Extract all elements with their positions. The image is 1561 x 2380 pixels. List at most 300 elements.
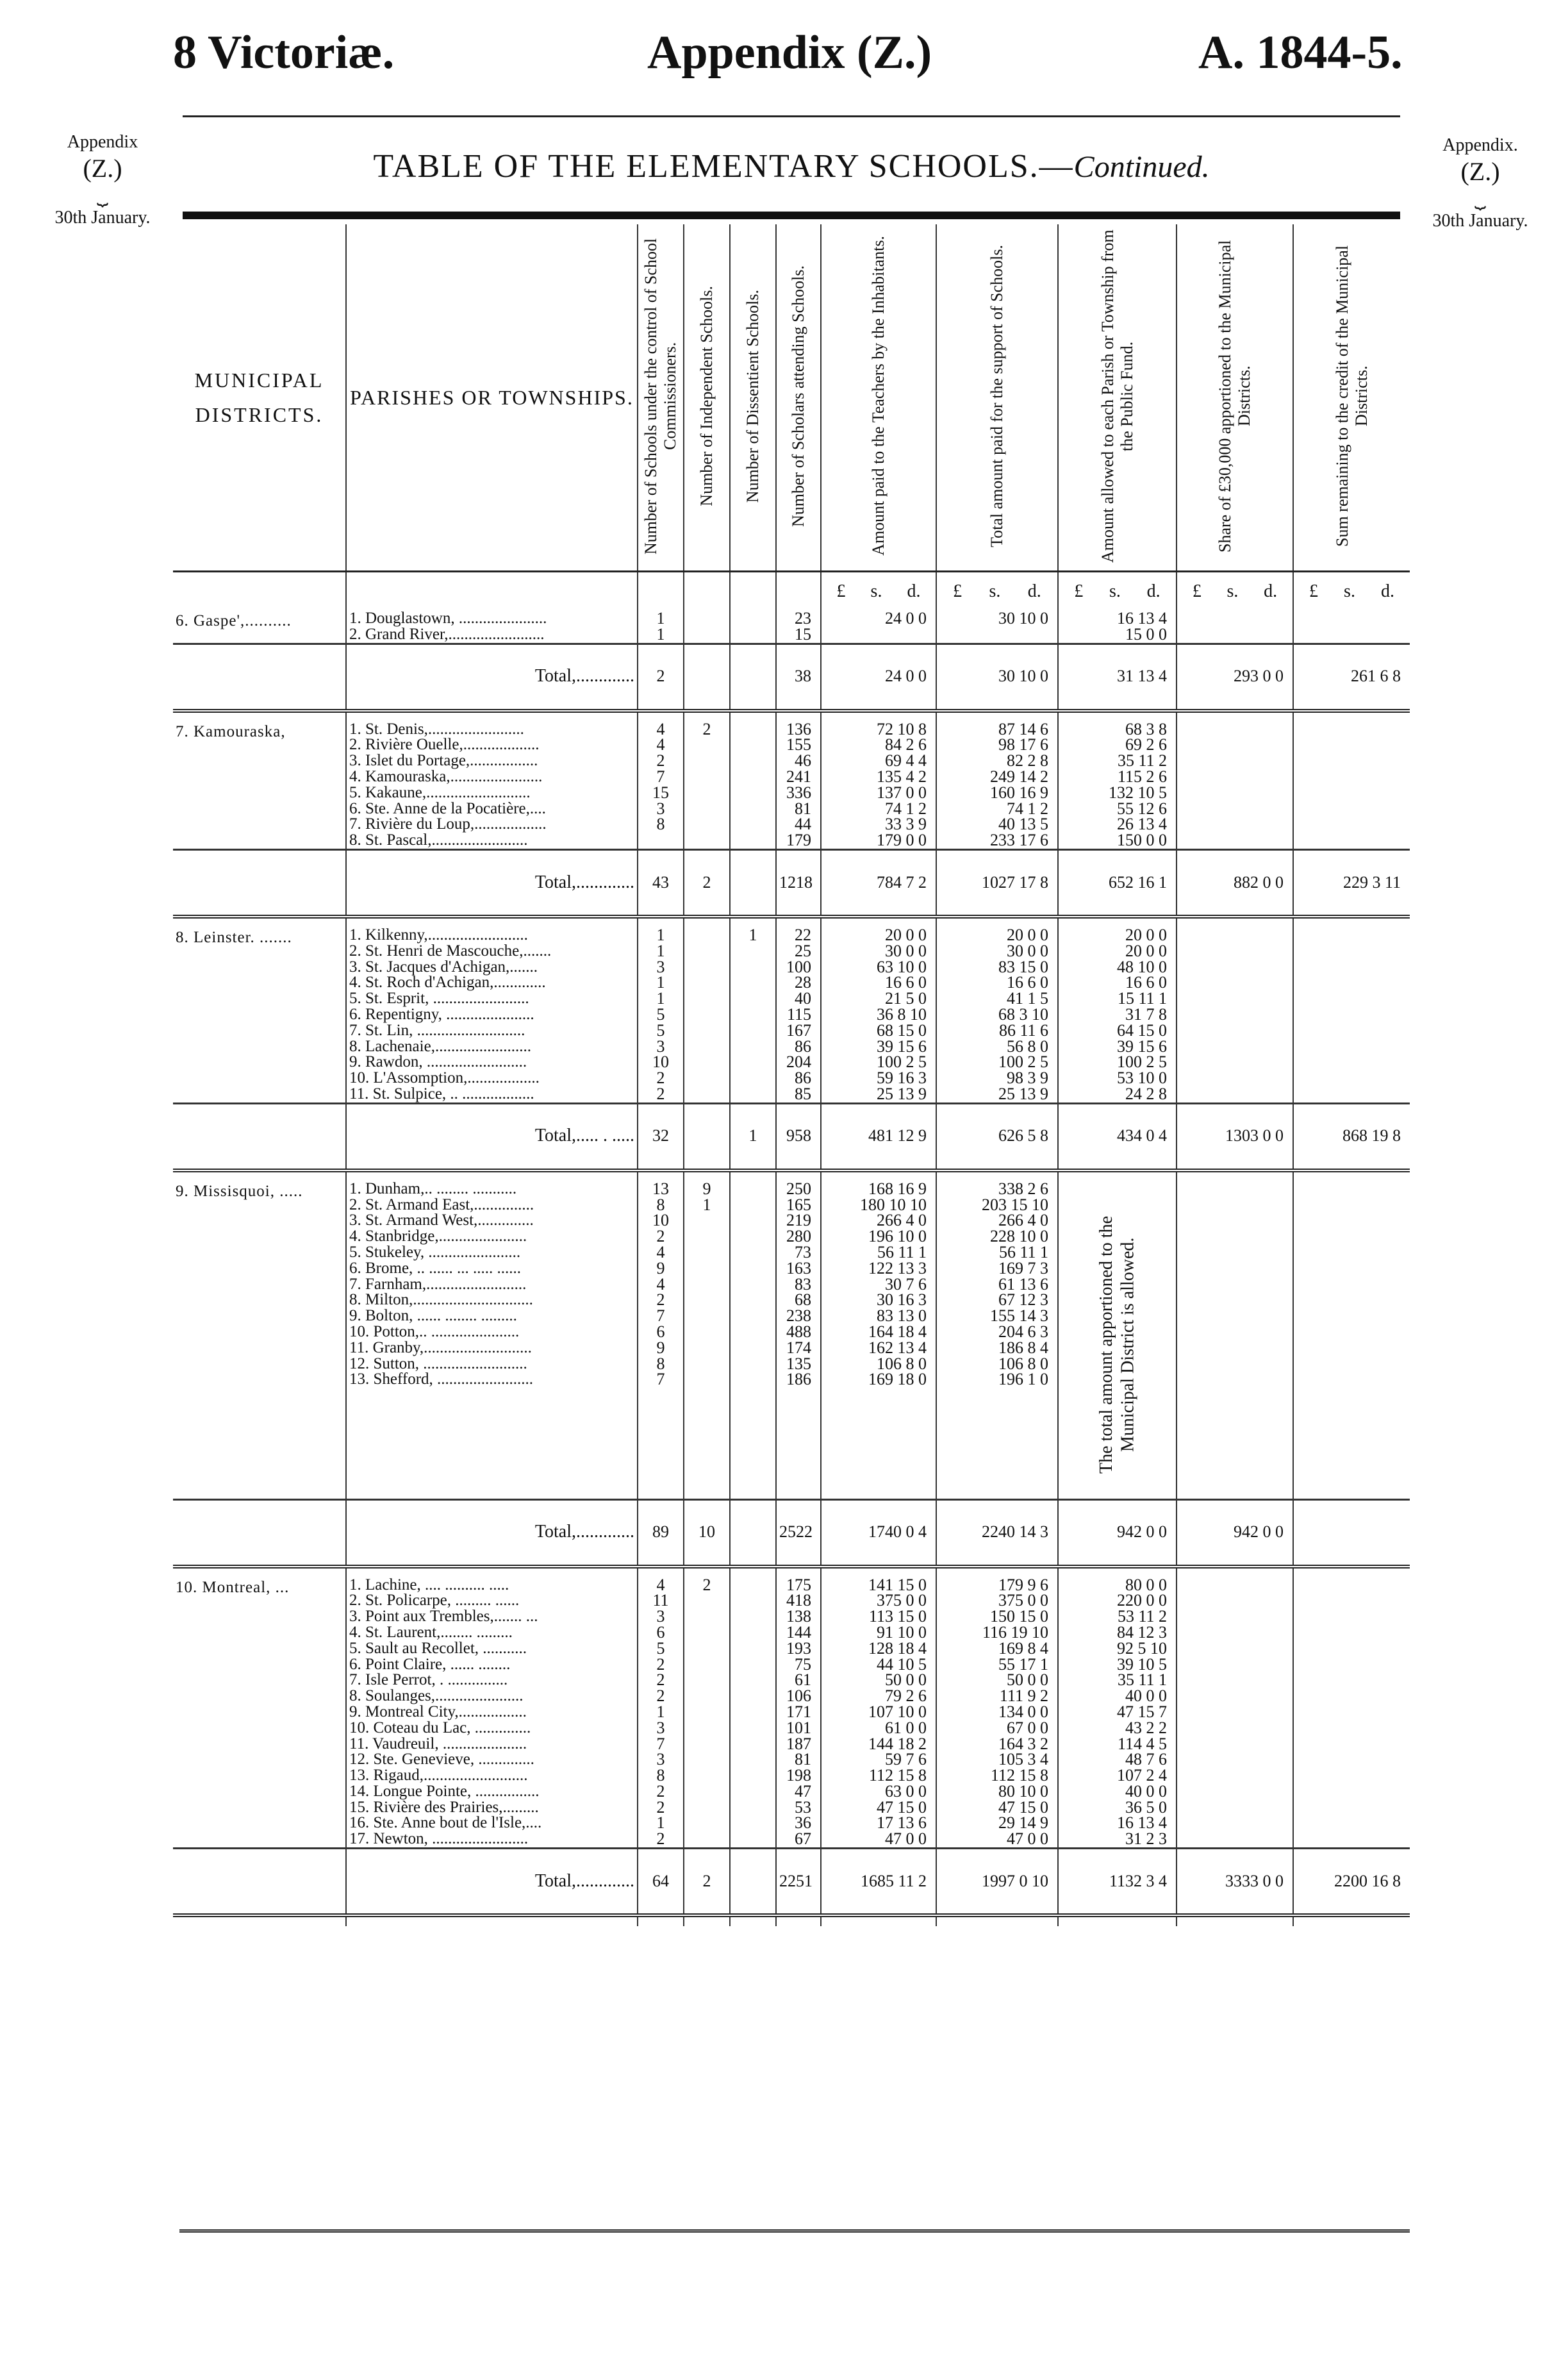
- allowed-value: 47 15 7: [1117, 1702, 1167, 1721]
- paid-teachers-value: 44 10 5: [877, 1654, 927, 1674]
- scholars-value: 136: [786, 721, 811, 738]
- units-allowed: £ s. d.: [1058, 572, 1177, 612]
- total-paid-value: 16 6 0: [1007, 973, 1048, 992]
- district-separator: [173, 1915, 1410, 1926]
- allowed-value: 20 0 0: [1125, 941, 1167, 960]
- paid-teachers-value: 162 13 4: [868, 1338, 927, 1357]
- total-independent: [684, 644, 730, 711]
- scholars-value: 186: [786, 1370, 811, 1389]
- total-paid-teachers: 24 0 0: [821, 644, 936, 711]
- allowed-value: 40 0 0: [1125, 1781, 1167, 1801]
- parish-name: 9. Montreal City,.................: [349, 1702, 527, 1720]
- commissioners-value: 8: [656, 815, 665, 834]
- separator-cell: [638, 711, 684, 722]
- commissioners-value: 4: [656, 1242, 665, 1261]
- separator-cell: [776, 711, 821, 722]
- parish-name: 7. Rivière du Loup,..................: [349, 815, 547, 833]
- separator-cell: [936, 711, 1058, 722]
- separator-cell: [346, 1567, 638, 1577]
- commissioners-value: 2: [656, 1829, 665, 1849]
- scholars-value: 86: [795, 1069, 811, 1088]
- separator-cell: [684, 1915, 730, 1926]
- total-remaining: [1293, 1499, 1410, 1567]
- paid-teachers-value: 141 15 0: [868, 1577, 927, 1594]
- col-allowed-cell: [1058, 1577, 1177, 1849]
- commissioners-value: 5: [656, 1004, 665, 1024]
- total-independent: 2: [684, 849, 730, 917]
- col-remaining: [1293, 224, 1410, 572]
- independent-value: 1: [702, 1195, 711, 1214]
- header-year: A. 1844-5.: [1198, 26, 1403, 79]
- scholars-value: 36: [795, 1813, 811, 1833]
- commissioners-value: 3: [656, 1718, 665, 1737]
- district-separator: [173, 917, 1410, 928]
- parish-name: 16. Ste. Anne bout de l'Isle,....: [349, 1814, 542, 1832]
- col-allowed-cell: [1058, 928, 1177, 1103]
- total-paid-value: 29 14 9: [998, 1813, 1048, 1833]
- commissioners-value: 2: [656, 751, 665, 770]
- scholars-value: 73: [795, 1242, 811, 1261]
- total-paid-value: 116 19 10: [982, 1622, 1048, 1642]
- side-note-right: [1410, 135, 1551, 231]
- total-paid-value: 233 17 6: [990, 831, 1048, 850]
- table-title: [183, 147, 1400, 185]
- separator-cell: [173, 1915, 346, 1926]
- scholars-value: 187: [786, 1734, 811, 1753]
- col-total-paid-cell: [936, 1577, 1058, 1849]
- scholars-value: 165: [786, 1195, 811, 1214]
- separator-cell: [684, 1170, 730, 1181]
- scholars-value: 167: [786, 1020, 811, 1040]
- total-paid-value: 228 10 0: [990, 1227, 1048, 1246]
- commissioners-value: 2: [656, 1084, 665, 1103]
- parish-name: 13. Rigaud,..........................: [349, 1767, 528, 1785]
- separator-cell: [346, 917, 638, 928]
- scholars-value: 280: [786, 1227, 811, 1246]
- paid-teachers-value: 168 16 9: [868, 1181, 927, 1198]
- total-paid-value: 87 14 6: [998, 721, 1048, 738]
- paid-teachers-value: 33 3 9: [885, 815, 927, 834]
- title-main: TABLE OF THE ELEMENTARY SCHOOLS.—: [373, 148, 1074, 185]
- scholars-value: 86: [795, 1036, 811, 1056]
- parish-name: 1. Douglastown, ......................: [349, 611, 547, 627]
- total-dissentient: [730, 644, 776, 711]
- separator-cell: [173, 917, 346, 928]
- allowed-value: 39 15 6: [1117, 1036, 1167, 1056]
- allowed-value: 107 2 4: [1117, 1766, 1167, 1785]
- parish-name: 5. Sault au Recollet, ...........: [349, 1639, 527, 1657]
- allowed-value: 220 0 0: [1117, 1591, 1167, 1610]
- col-dissentient-cell: [730, 611, 776, 644]
- paid-teachers-value: 21 5 0: [885, 989, 927, 1008]
- header-session: 8 Victoriæ.: [173, 26, 395, 79]
- col-total-paid-cell: [936, 722, 1058, 850]
- parish-name: 10. Potton,.. ......................: [349, 1322, 520, 1340]
- separator-cell: [638, 1567, 684, 1577]
- share-cell: [1177, 1577, 1293, 1849]
- commissioners-value: 2: [656, 1797, 665, 1817]
- scholars-value: 28: [795, 973, 811, 992]
- total-paid-value: 82 2 8: [1007, 751, 1048, 770]
- separator-cell: [821, 1170, 936, 1181]
- separator-cell: [1058, 711, 1177, 722]
- commissioners-value: 7: [656, 1370, 665, 1389]
- commissioners-value: 7: [656, 1306, 665, 1326]
- total-scholars: 2251: [776, 1849, 821, 1916]
- total-paid-value: 47 15 0: [998, 1797, 1048, 1817]
- total-paid-value: 55 17 1: [998, 1654, 1048, 1674]
- side-left-brace: ⏟: [97, 184, 108, 206]
- parish-name: 2. Grand River,........................: [349, 625, 545, 643]
- total-paid-value: 30 10 0: [998, 611, 1048, 628]
- separator-cell: [1177, 1915, 1293, 1926]
- paid-teachers-value: 128 18 4: [868, 1638, 927, 1658]
- commissioners-value: 10: [652, 1211, 669, 1230]
- scholars-value: 22: [795, 927, 811, 944]
- commissioners-value: 15: [652, 783, 669, 802]
- table-body: [173, 611, 1410, 1926]
- commissioners-value: 2: [656, 1670, 665, 1690]
- district-row: [173, 928, 1410, 1103]
- district-name: 8. Leinster. .......: [176, 928, 292, 946]
- total-total-paid: 626 5 8: [936, 1103, 1058, 1170]
- allowed-value: 35 11 2: [1117, 751, 1167, 770]
- side-note-left: [38, 131, 167, 228]
- total-allowed: 434 0 4: [1058, 1103, 1177, 1170]
- paid-teachers-value: 30 16 3: [877, 1290, 927, 1310]
- parish-name: 4. St. Roch d'Achigan,.............: [349, 974, 546, 992]
- total-paid-value: 186 8 4: [998, 1338, 1048, 1357]
- total-paid-teachers: 481 12 9: [821, 1103, 936, 1170]
- commissioners-value: 8: [656, 1766, 665, 1785]
- commissioners-value: 4: [656, 721, 665, 738]
- total-dissentient: [730, 1849, 776, 1916]
- col-dissentient-cell: [730, 722, 776, 850]
- total-paid-value: 249 14 2: [990, 767, 1048, 786]
- total-paid-value: 47 0 0: [1007, 1829, 1048, 1849]
- col-commissioners-label: Number of Schools under the control of School Commissioners.: [641, 238, 679, 554]
- total-spacer: [173, 1849, 346, 1916]
- paid-teachers-value: 84 2 6: [885, 735, 927, 754]
- separator-cell: [684, 1567, 730, 1577]
- total-paid-value: 105 3 4: [998, 1750, 1048, 1769]
- col-independent-cell: [684, 611, 730, 644]
- separator-cell: [638, 917, 684, 928]
- parish-name: 10. Coteau du Lac, ..............: [349, 1718, 531, 1736]
- parish-name: 11. Granby,...........................: [349, 1338, 532, 1356]
- scholars-value: 115: [786, 1004, 811, 1024]
- col-scholars: [776, 224, 821, 572]
- total-paid-value: 134 0 0: [998, 1702, 1048, 1721]
- parish-list: [346, 1577, 638, 1849]
- paid-teachers-value: 164 18 4: [868, 1322, 927, 1341]
- separator-cell: [1058, 917, 1177, 928]
- total-paid-teachers: 1685 11 2: [821, 1849, 936, 1916]
- district-row: [173, 611, 1410, 644]
- total-row: [173, 1103, 1410, 1170]
- parish-name: 1. St. Denis,........................: [349, 721, 524, 738]
- side-right-line1: Appendix.: [1442, 135, 1518, 155]
- column-header-row: [173, 224, 1410, 572]
- allowed-value: 20 0 0: [1125, 927, 1167, 944]
- total-spacer: [173, 644, 346, 711]
- allowed-value: 132 10 5: [1109, 783, 1167, 802]
- total-paid-value: 106 8 0: [998, 1354, 1048, 1373]
- allowed-value: 16 6 0: [1125, 973, 1167, 992]
- col-paid-teachers-cell: [821, 1181, 936, 1499]
- paid-teachers-value: 30 7 6: [885, 1274, 927, 1294]
- scholars-value: 174: [786, 1338, 811, 1357]
- paid-teachers-value: 169 18 0: [868, 1370, 927, 1389]
- col-paid-teachers-cell: [821, 611, 936, 644]
- total-share: 3333 0 0: [1177, 1849, 1293, 1916]
- commissioners-value: 1: [656, 624, 665, 644]
- total-spacer: [173, 849, 346, 917]
- commissioners-value: 8: [656, 1195, 665, 1214]
- district-name: 9. Missisquoi, .....: [176, 1182, 303, 1200]
- total-row: [173, 644, 1410, 711]
- col-scholars-cell: [776, 722, 821, 850]
- total-paid-value: 179 9 6: [998, 1577, 1048, 1594]
- district-separator: [173, 1567, 1410, 1577]
- total-commissioners: 43: [638, 849, 684, 917]
- total-label: Total,..... . .....: [346, 1103, 638, 1170]
- parish-name: 8. St. Pascal,........................: [349, 831, 528, 849]
- commissioners-value: 2: [656, 1069, 665, 1088]
- units-paid: £ s. d.: [821, 572, 936, 612]
- separator-cell: [173, 1170, 346, 1181]
- separator-cell: [730, 1915, 776, 1926]
- parish-name: 7. Farnham,.........................: [349, 1275, 527, 1293]
- separator-cell: [776, 1170, 821, 1181]
- paid-teachers-value: 47 15 0: [877, 1797, 927, 1817]
- parish-name: 2. St. Policarpe, ......... ......: [349, 1592, 520, 1610]
- parish-name: 12. Sutton, ..........................: [349, 1354, 527, 1372]
- paid-teachers-value: 180 10 10: [860, 1195, 927, 1214]
- parish-name: 9. Rawdon, .........................: [349, 1053, 527, 1071]
- paid-teachers-value: 100 2 5: [877, 1053, 927, 1072]
- parish-name: 17. Newton, ........................: [349, 1830, 529, 1848]
- top-rule: [183, 115, 1400, 117]
- schools-table: [173, 224, 1410, 1926]
- side-left-date: 30th January.: [54, 207, 151, 228]
- total-paid-value: 169 8 4: [998, 1638, 1048, 1658]
- col-independent-label: Number of Independent Schools.: [697, 285, 716, 506]
- share-cell: [1177, 1181, 1293, 1499]
- parish-name: 10. L'Assomption,..................: [349, 1069, 540, 1087]
- paid-teachers-value: 122 13 3: [868, 1258, 927, 1277]
- total-share: 1303 0 0: [1177, 1103, 1293, 1170]
- col-independent-cell: [684, 1577, 730, 1849]
- district-name: 7. Kamouraska,: [176, 722, 286, 740]
- paid-teachers-value: 47 0 0: [885, 1829, 927, 1849]
- allowed-note: The total amount apportioned to the Municipal District is allowed.: [1096, 1215, 1138, 1474]
- separator-cell: [1293, 917, 1410, 928]
- total-scholars: 38: [776, 644, 821, 711]
- separator-cell: [730, 1567, 776, 1577]
- commissioners-value: 5: [656, 1020, 665, 1040]
- separator-cell: [346, 1170, 638, 1181]
- commissioners-value: 4: [656, 1274, 665, 1294]
- separator-cell: [346, 1915, 638, 1926]
- parish-name: 2. St. Henri de Mascouche,.......: [349, 942, 552, 960]
- total-paid-value: 61 13 6: [998, 1274, 1048, 1294]
- total-independent: 10: [684, 1499, 730, 1567]
- scholars-value: 61: [795, 1670, 811, 1690]
- scholars-value: 238: [786, 1306, 811, 1326]
- parish-name: 3. St. Armand West,..............: [349, 1211, 534, 1229]
- parish-name: 6. Repentigny, ......................: [349, 1005, 534, 1023]
- commissioners-value: 1: [656, 973, 665, 992]
- scholars-value: 163: [786, 1258, 811, 1277]
- commissioners-value: 3: [656, 799, 665, 818]
- parish-name: 2. Rivière Ouelle,...................: [349, 736, 540, 754]
- scholars-value: 144: [786, 1622, 811, 1642]
- separator-cell: [173, 1567, 346, 1577]
- paid-teachers-value: 56 11 1: [877, 1242, 927, 1261]
- independent-value: 2: [702, 721, 711, 738]
- total-paid-value: 40 13 5: [998, 815, 1048, 834]
- parish-name: 5. Stukeley, .......................: [349, 1243, 521, 1261]
- commissioners-value: 9: [656, 1258, 665, 1277]
- units-share: £ s. d.: [1177, 572, 1293, 612]
- parish-list: [346, 722, 638, 850]
- total-paid-value: 67 0 0: [1007, 1718, 1048, 1737]
- parish-name: 8. Soulanges,......................: [349, 1687, 524, 1705]
- col-scholars-cell: [776, 611, 821, 644]
- commissioners-value: 8: [656, 1354, 665, 1373]
- total-allowed: 31 13 4: [1058, 644, 1177, 711]
- paid-teachers-value: 30 0 0: [885, 941, 927, 960]
- independent-value: 9: [702, 1181, 711, 1198]
- parish-name: 8. Lachenaie,........................: [349, 1037, 531, 1055]
- separator-cell: [776, 1567, 821, 1577]
- separator-cell: [730, 1170, 776, 1181]
- allowed-value: 115 2 6: [1117, 767, 1167, 786]
- commissioners-value: 1: [656, 927, 665, 944]
- parish-list: [346, 928, 638, 1103]
- paid-teachers-value: 179 0 0: [877, 831, 927, 850]
- total-dissentient: [730, 849, 776, 917]
- col-independent-cell: [684, 722, 730, 850]
- commissioners-value: 1: [656, 611, 665, 628]
- separator-cell: [936, 1567, 1058, 1577]
- scholars-value: 101: [786, 1718, 811, 1737]
- paid-teachers-value: 137 0 0: [877, 783, 927, 802]
- separator-cell: [346, 711, 638, 722]
- total-commissioners: 32: [638, 1103, 684, 1170]
- paid-teachers-value: 50 0 0: [885, 1670, 927, 1690]
- total-scholars: 2522: [776, 1499, 821, 1567]
- col-independent: [684, 224, 730, 572]
- total-scholars: 958: [776, 1103, 821, 1170]
- total-dissentient: 1: [730, 1103, 776, 1170]
- col-total-paid: [936, 224, 1058, 572]
- paid-teachers-value: 25 13 9: [877, 1084, 927, 1103]
- total-scholars: 1218: [776, 849, 821, 917]
- separator-cell: [821, 1567, 936, 1577]
- side-left-line1: Appendix: [67, 132, 138, 152]
- total-paid-value: 74 1 2: [1007, 799, 1048, 818]
- commissioners-value: 4: [656, 1577, 665, 1594]
- allowed-value: 53 11 2: [1117, 1607, 1167, 1626]
- scholars-value: 175: [786, 1577, 811, 1594]
- paid-teachers-value: 107 10 0: [868, 1702, 927, 1721]
- district-separator: [173, 1170, 1410, 1181]
- allowed-value: 68 3 8: [1125, 721, 1167, 738]
- scholars-value: 241: [786, 767, 811, 786]
- total-paid-value: 169 7 3: [998, 1258, 1048, 1277]
- scholars-value: 198: [786, 1766, 811, 1785]
- title-rule: [183, 212, 1400, 219]
- total-paid-value: 68 3 10: [998, 1004, 1048, 1024]
- parish-name: 4. Stanbridge,......................: [349, 1227, 527, 1245]
- parish-name: 4. St. Laurent,........ .........: [349, 1623, 513, 1641]
- paid-teachers-value: 63 10 0: [877, 957, 927, 976]
- units-remaining: £ s. d.: [1293, 572, 1410, 612]
- total-paid-value: 86 11 6: [998, 1020, 1048, 1040]
- share-cell: [1177, 928, 1293, 1103]
- allowed-value: 84 12 3: [1117, 1622, 1167, 1642]
- allowed-value: 26 13 4: [1117, 815, 1167, 834]
- scholars-value: 85: [795, 1084, 811, 1103]
- col-paid-teachers-cell: [821, 928, 936, 1103]
- units-total: £ s. d.: [936, 572, 1058, 612]
- commissioners-value: 2: [656, 1686, 665, 1706]
- scholars-value: 81: [795, 1750, 811, 1769]
- total-paid-value: 25 13 9: [998, 1084, 1048, 1103]
- separator-cell: [730, 917, 776, 928]
- scholars-value: 44: [795, 815, 811, 834]
- parish-name: 5. Kakaune,..........................: [349, 783, 531, 801]
- commissioners-value: 4: [656, 735, 665, 754]
- total-row: [173, 849, 1410, 917]
- col-allowed-cell: [1058, 722, 1177, 850]
- paid-teachers-value: 59 7 6: [885, 1750, 927, 1769]
- commissioners-value: 2: [656, 1781, 665, 1801]
- parish-name: 3. Islet du Portage,.................: [349, 752, 538, 770]
- allowed-value: 15 11 1: [1117, 989, 1167, 1008]
- separator-cell: [1293, 711, 1410, 722]
- separator-cell: [684, 917, 730, 928]
- scholars-value: 15: [795, 624, 811, 644]
- total-paid-value: 150 15 0: [990, 1607, 1048, 1626]
- paid-teachers-value: 196 10 0: [868, 1227, 927, 1246]
- col-commissioners-cell: [638, 722, 684, 850]
- col-allowed-label: Amount allowed to each Parish or Township from the Public Fund.: [1098, 229, 1136, 563]
- district-name: 10. Montreal, ...: [176, 1578, 290, 1596]
- total-total-paid: 2240 14 3: [936, 1499, 1058, 1567]
- total-paid-value: 30 0 0: [1007, 941, 1048, 960]
- commissioners-value: 7: [656, 767, 665, 786]
- total-paid-value: 196 1 0: [998, 1370, 1048, 1389]
- total-paid-value: 20 0 0: [1007, 927, 1048, 944]
- col-district: MUNICIPAL DISTRICTS.: [173, 224, 346, 572]
- total-paid-value: 204 6 3: [998, 1322, 1048, 1341]
- allowed-note-cell: [1058, 1181, 1177, 1499]
- separator-cell: [1058, 1915, 1177, 1926]
- total-commissioners: 89: [638, 1499, 684, 1567]
- title-continued: Continued.: [1073, 150, 1210, 184]
- parish-name: 5. St. Esprit, ........................: [349, 990, 529, 1008]
- parish-name: 8. Milton,..............................: [349, 1291, 533, 1309]
- commissioners-value: 9: [656, 1338, 665, 1357]
- parish-name: 1. Dunham,.. ........ ...........: [349, 1181, 517, 1197]
- total-total-paid: 1027 17 8: [936, 849, 1058, 917]
- parish-name: 3. St. Jacques d'Achigan,.......: [349, 958, 538, 976]
- separator-cell: [730, 711, 776, 722]
- scholars-value: 219: [786, 1211, 811, 1230]
